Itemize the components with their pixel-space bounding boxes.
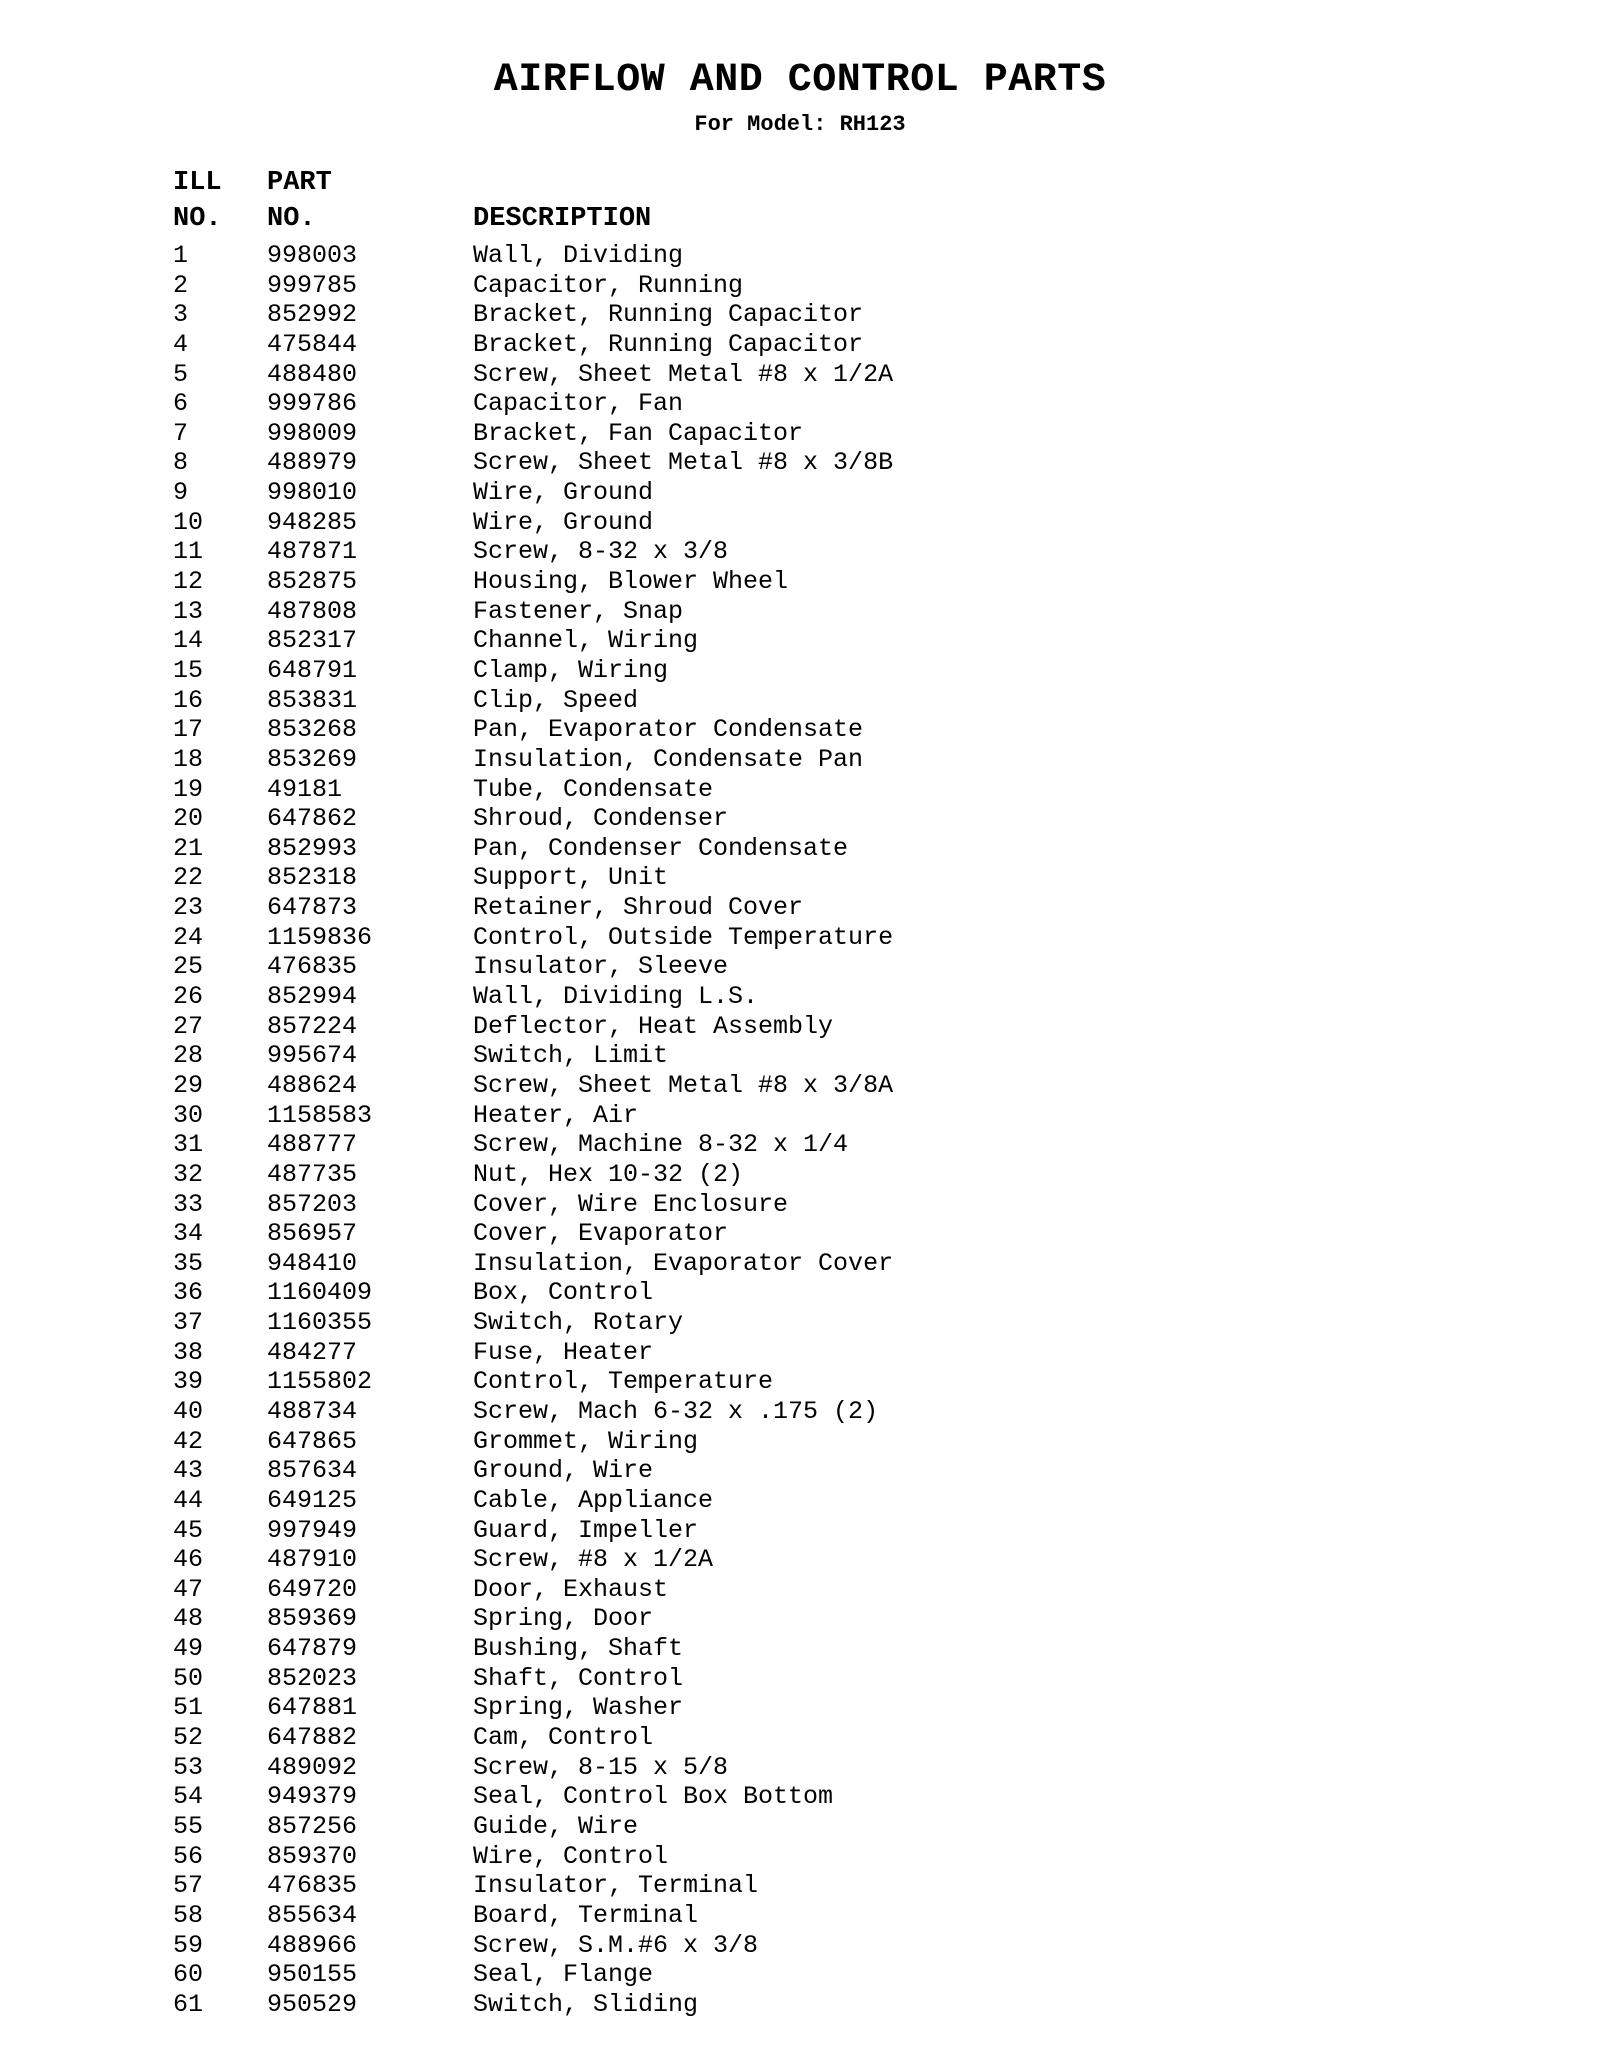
part-number: 859369: [267, 1604, 358, 1634]
part-number: 475844: [267, 329, 358, 359]
ill-number: 55: [173, 1811, 204, 1841]
table-row: [173, 1604, 1473, 1634]
part-number: 999786: [267, 389, 358, 419]
part-description: Tube, Condensate: [473, 774, 714, 804]
part-description: Support, Unit: [473, 863, 669, 893]
ill-number: 25: [173, 952, 204, 982]
table-row: [173, 952, 1473, 982]
ill-number: 36: [173, 1278, 204, 1308]
table-row: [173, 1753, 1473, 1783]
table-row: [173, 626, 1473, 656]
ill-number: 44: [173, 1485, 204, 1515]
part-number: 998010: [267, 478, 358, 508]
part-number: 647873: [267, 893, 358, 923]
part-number: 950529: [267, 1989, 358, 2019]
ill-number: 11: [173, 537, 204, 567]
header-ill-line1: ILL: [173, 168, 222, 198]
header-part-line1: PART: [267, 168, 332, 198]
table-row: [173, 893, 1473, 923]
table-row: [173, 1782, 1473, 1812]
part-description: Bracket, Running Capacitor: [473, 329, 864, 359]
ill-number: 7: [173, 418, 189, 448]
part-description: Switch, Limit: [473, 1041, 669, 1071]
ill-number: 40: [173, 1396, 204, 1426]
part-number: 999785: [267, 270, 358, 300]
part-description: Shaft, Control: [473, 1663, 684, 1693]
ill-number: 20: [173, 804, 204, 834]
table-row: [173, 300, 1473, 330]
table-row: [173, 775, 1473, 805]
part-number: 852993: [267, 833, 358, 863]
part-description: Wire, Ground: [473, 478, 654, 508]
part-number: 487871: [267, 537, 358, 567]
table-row: [173, 1545, 1473, 1575]
table-row: [173, 1249, 1473, 1279]
part-description: Cable, Appliance: [473, 1485, 714, 1515]
ill-number: 3: [173, 300, 189, 330]
table-row: [173, 271, 1473, 301]
table-row: [173, 745, 1473, 775]
part-number: 853269: [267, 744, 358, 774]
part-description: Insulator, Sleeve: [473, 952, 729, 982]
part-number: 852023: [267, 1663, 358, 1693]
part-description: Insulation, Evaporator Cover: [473, 1248, 894, 1278]
table-body: [173, 241, 1473, 2019]
part-number: 997949: [267, 1515, 358, 1545]
part-number: 857224: [267, 1011, 358, 1041]
part-description: Nut, Hex 10-32 (2): [473, 1159, 744, 1189]
part-description: Wire, Ground: [473, 507, 654, 537]
part-number: 948410: [267, 1248, 358, 1278]
ill-number: 8: [173, 448, 189, 478]
page-title: AIRFLOW AND CONTROL PARTS: [493, 58, 1107, 103]
table-row: [173, 1101, 1473, 1131]
part-number: 1160355: [267, 1308, 373, 1338]
table-row: [173, 1812, 1473, 1842]
table-row: [173, 1219, 1473, 1249]
ill-number: 13: [173, 596, 204, 626]
part-number: 649720: [267, 1574, 358, 1604]
part-description: Pan, Condenser Condensate: [473, 833, 849, 863]
part-description: Capacitor, Fan: [473, 389, 684, 419]
part-description: Control, Outside Temperature: [473, 922, 894, 952]
ill-number: 16: [173, 685, 204, 715]
part-description: Shroud, Condenser: [473, 804, 729, 834]
ill-number: 51: [173, 1693, 204, 1723]
part-description: Screw, Sheet Metal #8 x 1/2A: [473, 359, 894, 389]
ill-number: 6: [173, 389, 189, 419]
ill-number: 60: [173, 1960, 204, 1990]
table-row: [173, 1041, 1473, 1071]
table-row: [173, 1516, 1473, 1546]
ill-number: 27: [173, 1011, 204, 1041]
part-description: Control, Temperature: [473, 1367, 774, 1397]
part-description: Bushing, Shaft: [473, 1634, 684, 1664]
table-row: [173, 834, 1473, 864]
ill-number: 17: [173, 715, 204, 745]
part-description: Fuse, Heater: [473, 1337, 654, 1367]
ill-number: 49: [173, 1634, 204, 1664]
part-number: 649125: [267, 1485, 358, 1515]
ill-number: 4: [173, 329, 189, 359]
part-number: 852317: [267, 626, 358, 656]
ill-number: 28: [173, 1041, 204, 1071]
ill-number: 53: [173, 1752, 204, 1782]
part-number: 647865: [267, 1426, 358, 1456]
part-number: 489092: [267, 1752, 358, 1782]
table-row: [173, 330, 1473, 360]
table-row: [173, 1664, 1473, 1694]
part-description: Board, Terminal: [473, 1900, 699, 1930]
part-number: 488480: [267, 359, 358, 389]
part-description: Clamp, Wiring: [473, 655, 669, 685]
parts-table: [173, 168, 1473, 2019]
part-number: 998009: [267, 418, 358, 448]
table-row: [173, 1427, 1473, 1457]
table-row: [173, 537, 1473, 567]
ill-number: 52: [173, 1723, 204, 1753]
ill-number: 34: [173, 1219, 204, 1249]
ill-number: 33: [173, 1189, 204, 1219]
ill-number: 19: [173, 774, 204, 804]
table-row: [173, 1486, 1473, 1516]
part-description: Box, Control: [473, 1278, 654, 1308]
table-row: [173, 241, 1473, 271]
part-description: Clip, Speed: [473, 685, 639, 715]
part-description: Screw, Machine 8-32 x 1/4: [473, 1130, 849, 1160]
part-description: Guide, Wire: [473, 1811, 639, 1841]
table-row: [173, 1871, 1473, 1901]
part-description: Guard, Impeller: [473, 1515, 699, 1545]
part-number: 487910: [267, 1545, 358, 1575]
part-description: Cam, Control: [473, 1723, 654, 1753]
ill-number: 5: [173, 359, 189, 389]
part-number: 853831: [267, 685, 358, 715]
table-row: [173, 1575, 1473, 1605]
part-description: Door, Exhaust: [473, 1574, 669, 1604]
part-description: Channel, Wiring: [473, 626, 699, 656]
table-row: [173, 1723, 1473, 1753]
table-row: [173, 656, 1473, 686]
table-row: [173, 1012, 1473, 1042]
ill-number: 38: [173, 1337, 204, 1367]
ill-number: 39: [173, 1367, 204, 1397]
part-description: Insulation, Condensate Pan: [473, 744, 864, 774]
part-number: 857256: [267, 1811, 358, 1841]
table-row: [173, 863, 1473, 893]
part-description: Cover, Evaporator: [473, 1219, 729, 1249]
part-number: 488777: [267, 1130, 358, 1160]
part-description: Deflector, Heat Assembly: [473, 1011, 834, 1041]
part-number: 488624: [267, 1070, 358, 1100]
ill-number: 61: [173, 1989, 204, 2019]
table-row: [173, 1190, 1473, 1220]
ill-number: 10: [173, 507, 204, 537]
header-ill-line2: NO.: [173, 204, 222, 234]
header-part-line2: NO.: [267, 204, 316, 234]
part-number: 476835: [267, 952, 358, 982]
part-number: 1155802: [267, 1367, 373, 1397]
ill-number: 23: [173, 893, 204, 923]
ill-number: 31: [173, 1130, 204, 1160]
part-number: 949379: [267, 1782, 358, 1812]
header-description: DESCRIPTION: [473, 204, 652, 234]
part-number: 857203: [267, 1189, 358, 1219]
ill-number: 26: [173, 982, 204, 1012]
part-description: Insulator, Terminal: [473, 1871, 759, 1901]
part-number: 948285: [267, 507, 358, 537]
part-description: Screw, #8 x 1/2A: [473, 1545, 714, 1575]
part-description: Seal, Control Box Bottom: [473, 1782, 834, 1812]
part-number: 855634: [267, 1900, 358, 1930]
table-row: [173, 567, 1473, 597]
ill-number: 14: [173, 626, 204, 656]
ill-number: 2: [173, 270, 189, 300]
table-row: [173, 1367, 1473, 1397]
part-number: 476835: [267, 1871, 358, 1901]
ill-number: 50: [173, 1663, 204, 1693]
part-number: 487735: [267, 1159, 358, 1189]
part-description: Switch, Sliding: [473, 1989, 699, 2019]
ill-number: 1: [173, 241, 189, 270]
part-number: 1158583: [267, 1100, 373, 1130]
table-row: [173, 1397, 1473, 1427]
part-number: 648791: [267, 655, 358, 685]
table-row: [173, 448, 1473, 478]
table-row: [173, 1338, 1473, 1368]
table-row: [173, 804, 1473, 834]
table-row: [173, 1693, 1473, 1723]
table-row: [173, 1634, 1473, 1664]
part-number: 852992: [267, 300, 358, 330]
part-description: Switch, Rotary: [473, 1308, 684, 1338]
ill-number: 24: [173, 922, 204, 952]
ill-number: 29: [173, 1070, 204, 1100]
table-row: [173, 478, 1473, 508]
part-description: Retainer, Shroud Cover: [473, 893, 804, 923]
table-row: [173, 1160, 1473, 1190]
part-description: Wire, Control: [473, 1841, 669, 1871]
table-row: [173, 1990, 1473, 2020]
part-number: 484277: [267, 1337, 358, 1367]
table-row: [173, 508, 1473, 538]
part-number: 995674: [267, 1041, 358, 1071]
part-number: 1160409: [267, 1278, 373, 1308]
table-row: [173, 597, 1473, 627]
part-number: 487808: [267, 596, 358, 626]
part-description: Ground, Wire: [473, 1456, 654, 1486]
part-number: 1159836: [267, 922, 373, 952]
ill-number: 32: [173, 1159, 204, 1189]
part-description: Wall, Dividing L.S.: [473, 982, 759, 1012]
part-description: Screw, 8-15 x 5/8: [473, 1752, 729, 1782]
part-number: 998003: [267, 241, 358, 270]
part-number: 488966: [267, 1930, 358, 1960]
part-number: 859370: [267, 1841, 358, 1871]
table-row: [173, 1278, 1473, 1308]
ill-number: 48: [173, 1604, 204, 1634]
part-number: 853268: [267, 715, 358, 745]
table-row: [173, 1901, 1473, 1931]
table-row: [173, 1308, 1473, 1338]
ill-number: 45: [173, 1515, 204, 1545]
ill-number: 22: [173, 863, 204, 893]
part-number: 647862: [267, 804, 358, 834]
part-number: 852875: [267, 567, 358, 597]
part-number: 488734: [267, 1396, 358, 1426]
ill-number: 58: [173, 1900, 204, 1930]
table-row: [173, 389, 1473, 419]
part-description: Fastener, Snap: [473, 596, 684, 626]
table-row: [173, 1960, 1473, 1990]
ill-number: 35: [173, 1248, 204, 1278]
ill-number: 21: [173, 833, 204, 863]
ill-number: 59: [173, 1930, 204, 1960]
part-description: Bracket, Running Capacitor: [473, 300, 864, 330]
part-number: 852994: [267, 982, 358, 1012]
part-number: 647881: [267, 1693, 358, 1723]
table-row: [173, 1842, 1473, 1872]
part-description: Screw, 8-32 x 3/8: [473, 537, 729, 567]
part-number: 647882: [267, 1723, 358, 1753]
part-number: 950155: [267, 1960, 358, 1990]
part-description: Grommet, Wiring: [473, 1426, 699, 1456]
table-row: [173, 360, 1473, 390]
ill-number: 18: [173, 744, 204, 774]
part-number: 856957: [267, 1219, 358, 1249]
part-description: Screw, S.M.#6 x 3/8: [473, 1930, 759, 1960]
part-number: 852318: [267, 863, 358, 893]
ill-number: 46: [173, 1545, 204, 1575]
part-description: Seal, Flange: [473, 1960, 654, 1990]
ill-number: 54: [173, 1782, 204, 1812]
part-description: Heater, Air: [473, 1100, 639, 1130]
ill-number: 30: [173, 1100, 204, 1130]
part-description: Screw, Sheet Metal #8 x 3/8B: [473, 448, 894, 478]
part-number: 857634: [267, 1456, 358, 1486]
part-description: Housing, Blower Wheel: [473, 567, 789, 597]
model-subtitle: For Model: RH123: [694, 112, 906, 137]
table-row: [173, 686, 1473, 716]
ill-number: 57: [173, 1871, 204, 1901]
table-row: [173, 982, 1473, 1012]
part-number: 488979: [267, 448, 358, 478]
table-row: [173, 1130, 1473, 1160]
table-row: [173, 419, 1473, 449]
ill-number: 12: [173, 567, 204, 597]
part-number: 49181: [267, 774, 343, 804]
ill-number: 42: [173, 1426, 204, 1456]
part-description: Spring, Washer: [473, 1693, 684, 1723]
table-row: [173, 715, 1473, 745]
part-description: Spring, Door: [473, 1604, 654, 1634]
part-description: Cover, Wire Enclosure: [473, 1189, 789, 1219]
table-row: [173, 1456, 1473, 1486]
part-description: Bracket, Fan Capacitor: [473, 418, 804, 448]
part-description: Screw, Mach 6-32 x .175 (2): [473, 1396, 879, 1426]
table-header: [173, 168, 1473, 240]
table-row: [173, 923, 1473, 953]
ill-number: 37: [173, 1308, 204, 1338]
table-row: [173, 1071, 1473, 1101]
ill-number: 9: [173, 478, 189, 508]
ill-number: 56: [173, 1841, 204, 1871]
part-number: 647879: [267, 1634, 358, 1664]
part-description: Wall, Dividing: [473, 241, 684, 270]
part-description: Pan, Evaporator Condensate: [473, 715, 864, 745]
ill-number: 15: [173, 655, 204, 685]
part-description: Capacitor, Running: [473, 270, 744, 300]
ill-number: 47: [173, 1574, 204, 1604]
part-description: Screw, Sheet Metal #8 x 3/8A: [473, 1070, 894, 1100]
ill-number: 43: [173, 1456, 204, 1486]
table-row: [173, 1931, 1473, 1961]
